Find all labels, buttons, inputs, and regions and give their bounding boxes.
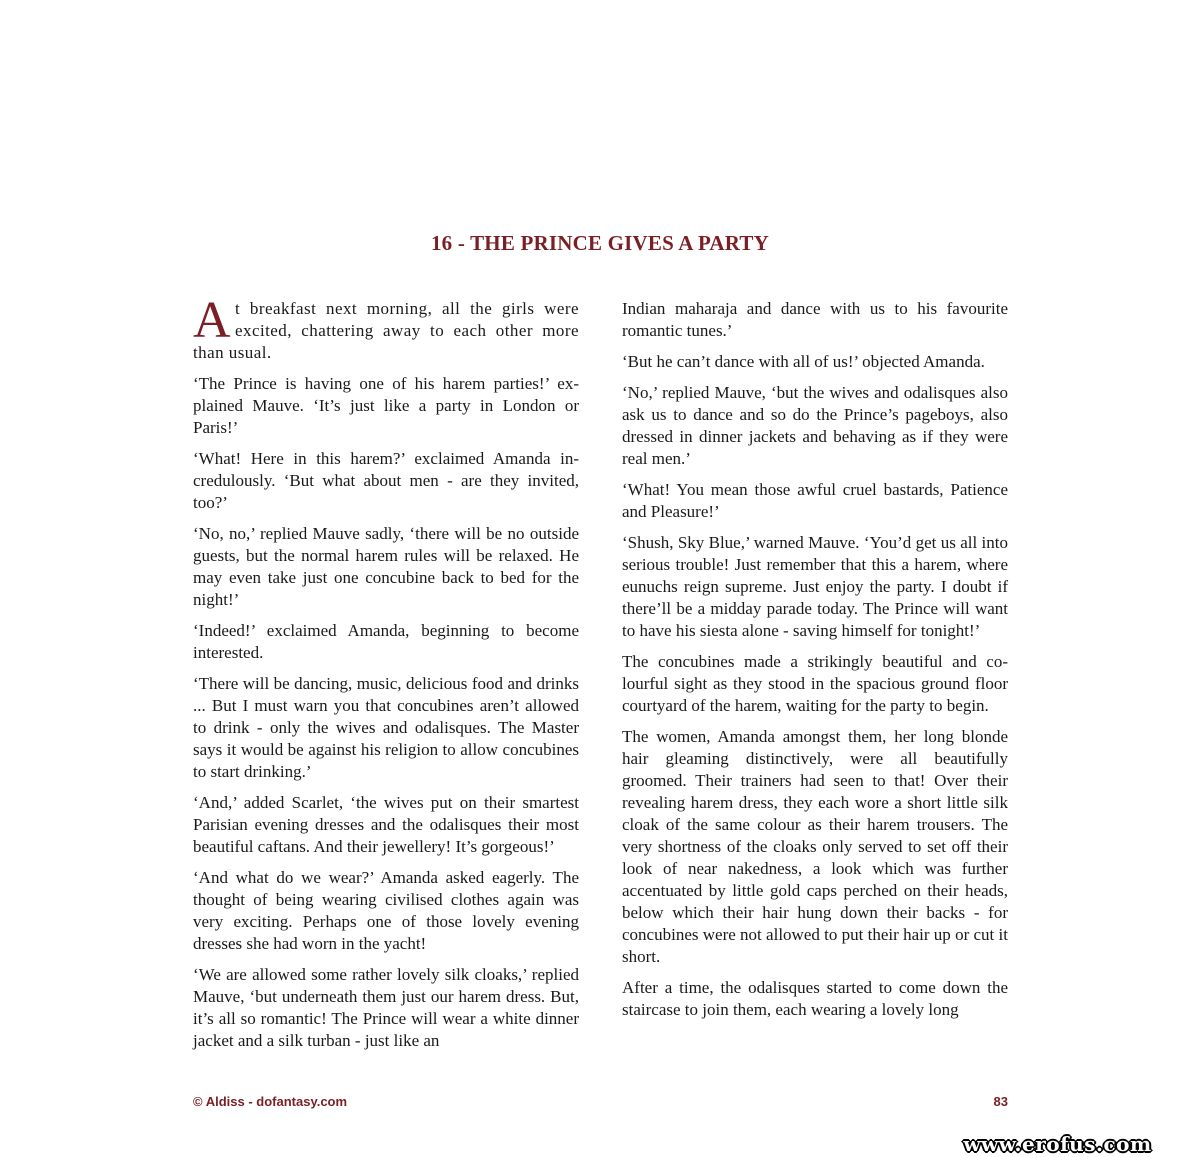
paragraph: ‘What! You mean those awful cruel bastards, Patience and Pleasure!’ bbox=[622, 480, 1008, 521]
paragraph: ‘And what do we wear?’ Amanda asked eagerly. The thought of being wearing civilised clothes again was very exciting. Perhaps one of those lovely evening dresses she had worn in the yacht! bbox=[193, 868, 579, 953]
paragraph: ‘The Prince is having one of his harem parties!’ explained Mauve. ‘It’s just like a party in London or Paris!’ bbox=[193, 374, 579, 437]
opening-paragraph bbox=[193, 292, 579, 364]
paragraph: ‘Shush, Sky Blue,’ warned Mauve. ‘You’d get us all into serious trouble! Just remember that this a harem, where eunuchs reign supreme. Just enjoy the party. I doubt if there’ll be a midday parade today. The Prince will want to have his siesta alone - saving himself for tonight!’ bbox=[622, 533, 1008, 640]
left-text-column bbox=[193, 292, 579, 1061]
paragraph: ‘We are allowed some rather lovely silk cloaks,’ replied Mauve, ‘but underneath them just our harem dress. But, it’s all so romantic! The Prince will wear a white dinner jacket and a silk turban - just like an bbox=[193, 965, 579, 1050]
page-number: 83 bbox=[993, 1094, 1008, 1109]
copyright-footer: © Aldiss - dofantasy.com bbox=[193, 1094, 348, 1109]
paragraph: ‘What! Here in this harem?’ exclaimed Amanda incredulously. ‘But what about men - are they invited, too?’ bbox=[193, 449, 579, 512]
paragraph: ‘No, no,’ replied Mauve sadly, ‘there will be no outside guests, but the normal harem rules will be relaxed. He may even take just one concubine back to bed for the night!’ bbox=[193, 524, 579, 609]
paragraph: After a time, the odalisques started to come down the staircase to join them, each wearing a lovely long bbox=[622, 978, 1008, 1019]
paragraph: ‘There will be dancing, music, delicious food and drinks ... But I must warn you that concubines aren’t allowed to drink - only the wives and odalisques. The Master says it would be against his religion to allow concubines to start drinking.’ bbox=[193, 674, 579, 781]
right-text-column bbox=[622, 298, 1008, 1030]
paragraph: ‘Indeed!’ exclaimed Amanda, beginning to become interested. bbox=[193, 621, 579, 662]
paragraph: ‘No,’ replied Mauve, ‘but the wives and odalisques also ask us to dance and so do the Prince’s pageboys, also dressed in dinner jackets and behaving as if they were real men.’ bbox=[622, 383, 1008, 468]
paragraph: The concubines made a strikingly beautiful and colourful sight as they stood in the spacious ground floor courtyard of the harem, waiting for the party to begin. bbox=[622, 652, 1008, 715]
paragraph: Indian maharaja and dance with us to his favourite romantic tunes.’ bbox=[622, 299, 1008, 340]
paragraph: The women, Amanda amongst them, her long blonde hair gleaming distinctively, were all beautifully groomed. Their trainers had seen to that! Over their revealing harem dress, they each wore a short little silk cloak of the same colour as their harem trousers. The very shortness of the cloaks only served to set off their look of near nakedness, a look which was further accentuated by little gold caps perched on their heads, below which their hair hung down their backs - for concubines were not allowed to put their hair up or cut it short. bbox=[622, 727, 1008, 966]
drop-cap: A bbox=[193, 292, 232, 349]
paragraph: ‘And,’ added Scarlet, ‘the wives put on their smartest Parisian evening dresses and the odalisques their most beautiful caftans. And their jewellery! It’s gorgeous!’ bbox=[193, 793, 579, 856]
opening-paragraph-text: t breakfast next morning, all the girls were excited, chattering away to each other more than usual. bbox=[193, 299, 579, 362]
paragraph: ‘But he can’t dance with all of us!’ objected Amanda. bbox=[622, 352, 985, 371]
watermark: www.erofus.com bbox=[963, 1131, 1152, 1156]
chapter-title: 16 - THE PRINCE GIVES A PARTY bbox=[430, 231, 769, 256]
